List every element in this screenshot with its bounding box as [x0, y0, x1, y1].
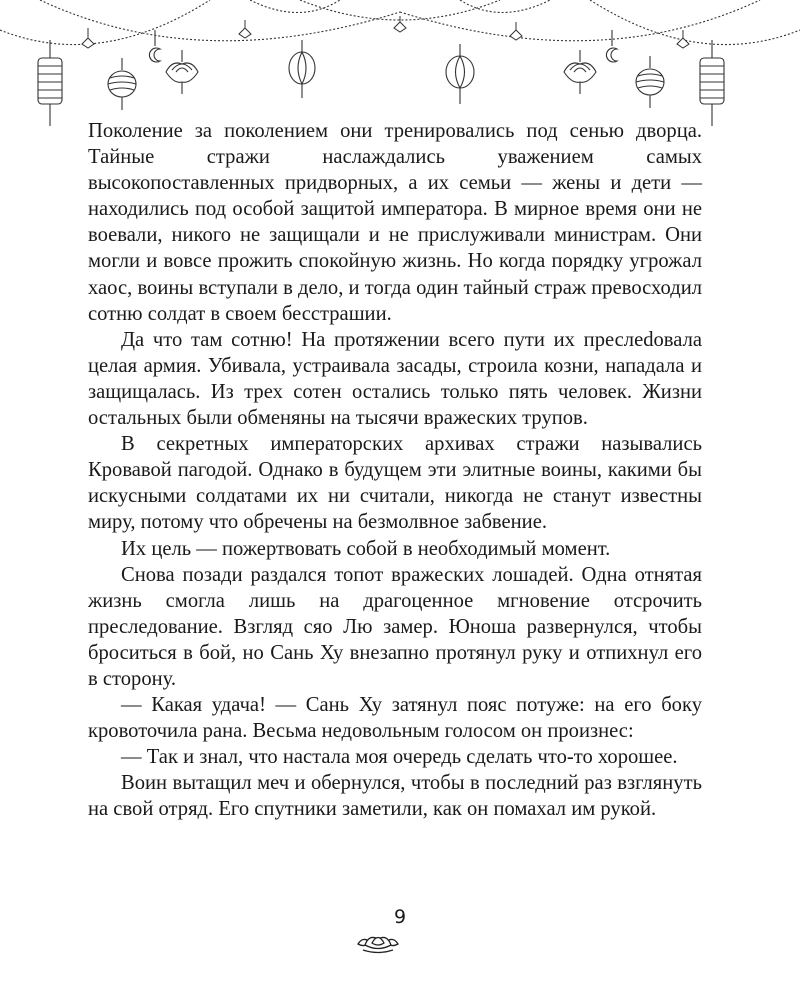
lantern-garland-decoration	[0, 0, 800, 135]
dialogue-paragraph: — Так и знал, что настала моя очередь сделать что-то хорошее.	[121, 746, 678, 769]
body-text	[88, 118, 702, 823]
lotus-icon	[355, 930, 401, 954]
paragraph: Снова позади раздался топот вражеских лошадей. Одна отнятая жизнь смогла лишь на драгоценное мгновение отсрочить преследование. Взгляд сяо Лю замер. Юноша развернулся, чтобы броситься в бой, но Сань Ху внезапно протянул руку и отпихнул его в сторону.	[88, 563, 702, 690]
paragraph: Да что там сотню! На протяжении всего пути их преслеdовала целая армия. Убивала, устраивала засады, строила козни, нападала и защищалась. Из трех сотен остались только пять человек. Жизни остальных были обменяны на тысячи вражеских трупов.	[88, 328, 702, 430]
page-number: 9	[393, 906, 407, 928]
paragraph: Поколение за поколением они тренировались под сенью дворца. Тайные стражи наслаждались уважением самых высокопоставленных придворных, а их семьи — жены и дети — находились под особой защитой императора. В мирное время они не воевали, никого не защищали и не прислуживали министрам. Они могли и вовсе прожить спокойную жизнь. Но когда порядку угрожал хаос, воины вступали в дело, и тогда один тайный страж превосходил сотню солдат в своем бесстрашии.	[88, 120, 702, 325]
paragraph: В секретных императорских архивах стражи назывались Кровавой пагодой. Однако в будущем эти элитные воины, какими бы искусными солдатами их ни считали, никогда не станут известны миру, потому что обречены на безмолвное забвение.	[88, 433, 702, 534]
paragraph: Воин вытащил меч и обернулся, чтобы в последний раз взглянуть на свой отряд. Его спутники заметили, как он помахал им рукой.	[88, 772, 702, 821]
paragraph: Их цель — пожертвовать собой в необходимый момент.	[121, 537, 611, 560]
lantern-left-tall	[38, 40, 62, 126]
dialogue-paragraph: — Какая удача! — Сань Ху затянул пояс потуже: на его боку кровоточила рана. Весьма недовольным голосом он произнес:	[88, 694, 702, 743]
